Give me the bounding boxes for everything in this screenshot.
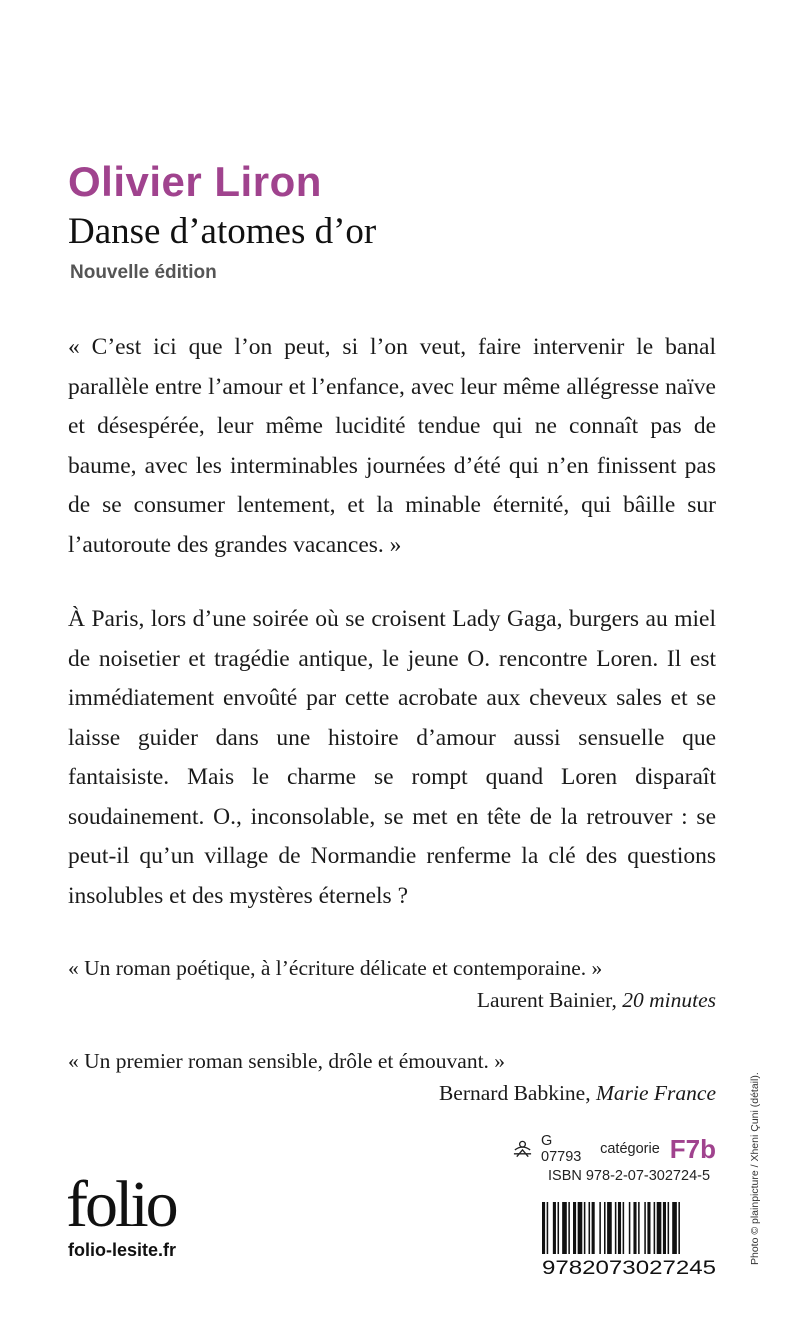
barcode-bar [604,1202,606,1254]
review-attribution [68,984,716,1016]
review-attribution [68,1077,716,1109]
barcode-bar [558,1202,560,1254]
barcode-bar [623,1202,625,1254]
barcode-bar [578,1202,583,1254]
barcode-bar [607,1202,612,1254]
barcode-digits: 9782073027245 [542,1258,716,1276]
barcode-bar [663,1202,666,1254]
barcode-bar [638,1202,640,1254]
barcode-bar [562,1202,567,1254]
category-label: catégorie [600,1141,660,1157]
review-author: Laurent Bainier, [476,988,617,1012]
barcode-bar [553,1202,556,1254]
barcode [542,1202,716,1276]
publisher-logo: folio [66,1168,176,1241]
review-source: Marie France [595,1081,716,1105]
barcode-bar [599,1202,601,1254]
photo-credit: Photo © plainpicture / Xheni Çuni (détail). [749,1072,761,1265]
barcode-bar [573,1202,576,1254]
barcode-bar [678,1202,680,1254]
barcode-bar [672,1202,677,1254]
review-2 [68,1045,716,1109]
book-summary: À Paris, lors d’une soirée où se croisent Lady Gaga, burgers au miel de noisetier et tragédie antique, le jeune O. rencontre Loren. Il est immédiatement envoûté par cette acrobate aux cheveux sales et se laisse guider dans une histoire d’amour aussi sensuelle que fantaisiste. Mais le charme se rompt quand Loren disparaît soudainement. O., inconsolable, se met en tête de la retrouver : se peut-il qu’un village de Normandie renferme la clé des questions insolubles et des mystères éternels ? [68,606,716,909]
barcode-bar [647,1202,650,1254]
review-source: 20 minutes [622,988,716,1012]
review-quote: « Un premier roman sensible, drôle et émouvant. » [68,1049,506,1073]
barcode-bar [589,1202,591,1254]
barcode-bar [644,1202,646,1254]
isbn: ISBN 978-2-07-302724-5 [548,1168,711,1184]
barcode-bar [668,1202,670,1254]
barcode-bar [584,1202,586,1254]
edition-label: Nouvelle édition [70,262,217,283]
barcode-bar [615,1202,617,1254]
barcode-bar [618,1202,621,1254]
barcode-bar [592,1202,595,1254]
author-name: Olivier Liron [68,158,322,205]
category-code: F7b [669,1133,716,1164]
publisher-website: folio-lesite.fr [68,1240,177,1260]
press-logo-icon [512,1138,533,1160]
review-quote: « Un roman poétique, à l’écriture délicate et contemporaine. » [68,956,603,980]
barcode-bar [654,1202,656,1254]
barcode-bar [657,1202,662,1254]
g-code: G 07793 [541,1133,582,1165]
barcode-bar [629,1202,631,1254]
barcode-bar [547,1202,549,1254]
barcode-bar [568,1202,570,1254]
product-codes [512,1133,716,1184]
review-1 [68,952,716,1016]
review-author: Bernard Babkine, [438,1081,591,1105]
barcode-bar [633,1202,636,1254]
book-title: Danse d’atomes d’or [68,211,377,252]
excerpt-quote: « C’est ici que l’on peut, si l’on veut, faire intervenir le banal parallèle entre l’amour et l’enfance, avec leur même allégresse naïve et désespérée, leur même lucidité tendue qui ne connaît pas de baume, avec les interminables journées d’été qui n’en finissent pas de se consumer lentement, et la minable éternité, qui bâille sur l’autoroute des grandes vacances. » [68,334,716,558]
barcode-bar [542,1202,545,1254]
